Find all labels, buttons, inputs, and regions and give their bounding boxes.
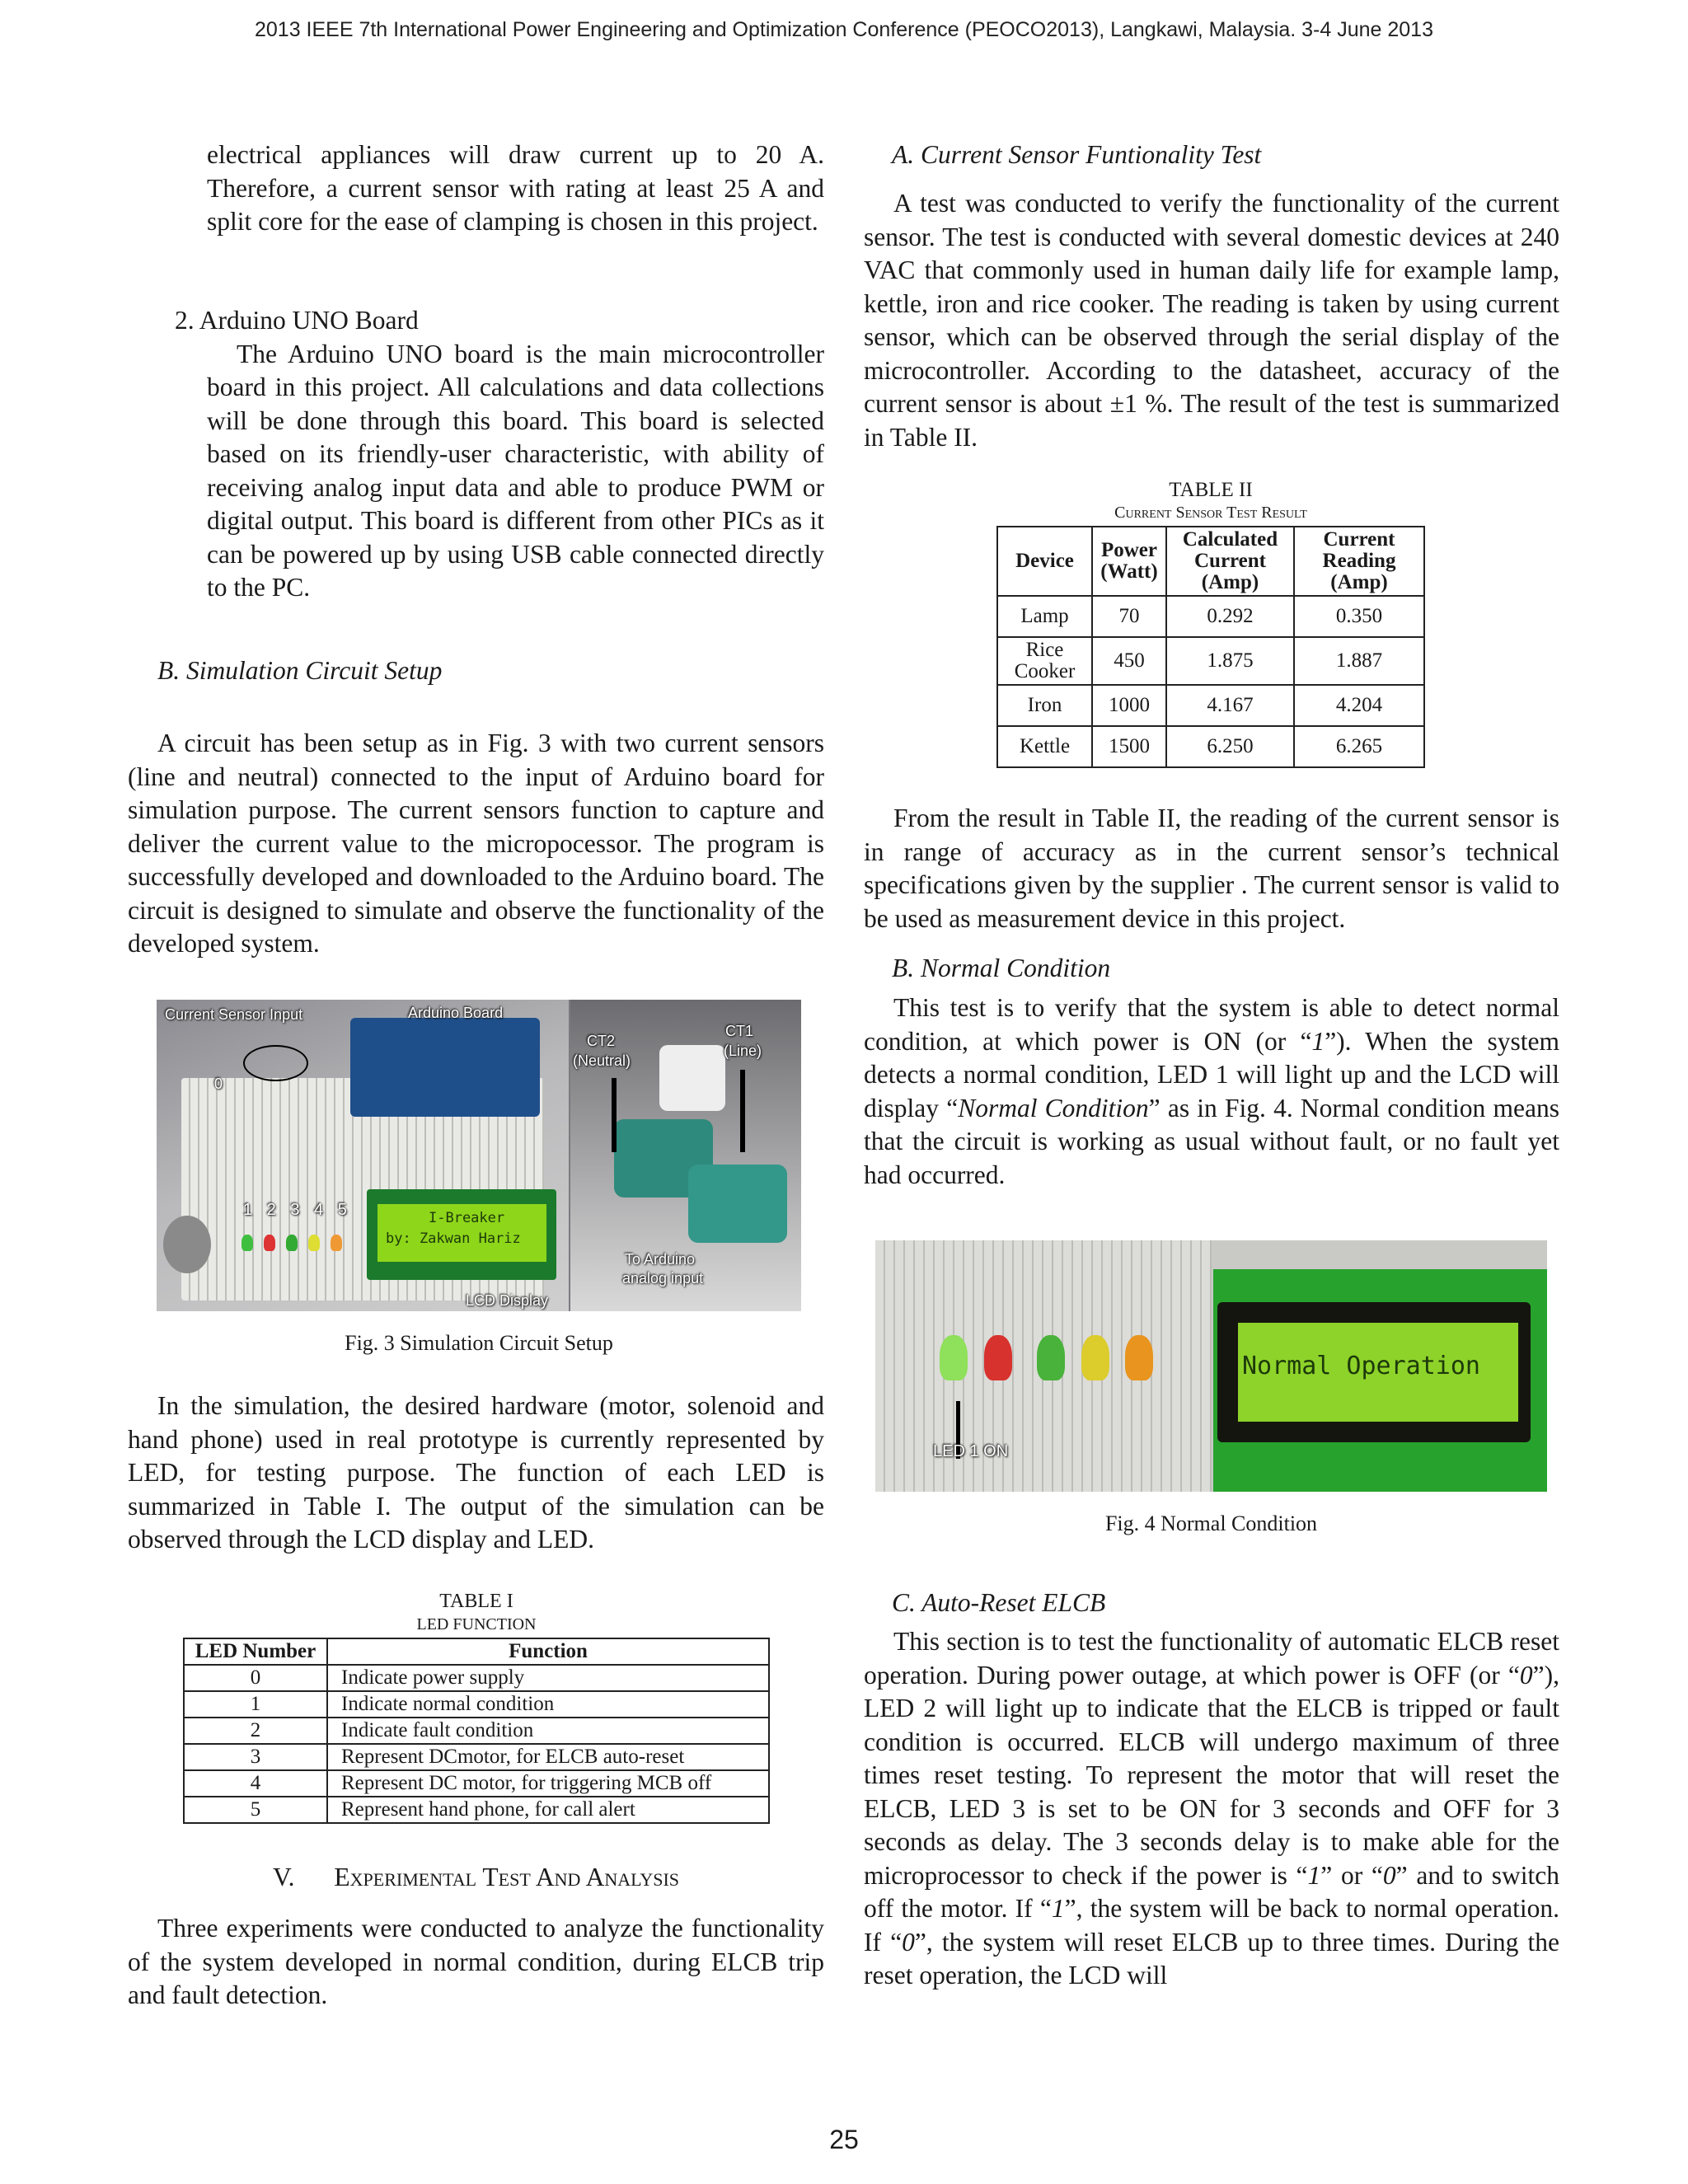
paragraph: From the result in Table II, the reading of the current sensor is in range of accuracy as in the current sensor’s technical specifications given by the supplier . The current sensor is valid to be used as measurement device in this project.: [864, 804, 1559, 933]
table-row: [184, 1744, 769, 1770]
page-number: 25: [829, 2125, 859, 2154]
table-cell: Rice Cooker: [997, 637, 1092, 685]
lcd-line-1: I-Breaker: [429, 1210, 505, 1226]
label-ct1: CT1: [725, 1023, 754, 1039]
experiments-paragraph: [128, 1912, 824, 2013]
table-header-cell: Calculated Current (Amp): [1166, 527, 1294, 596]
lcd-text: Normal Operation: [1242, 1352, 1480, 1380]
table2-subtitle: Current Sensor Test Result: [1114, 504, 1307, 522]
section-heading-c: C. Auto-Reset ELCB: [892, 1588, 1106, 1617]
list-item-title: 2. Arduino UNO Board: [175, 306, 419, 335]
table-row: [997, 596, 1424, 637]
label-zero: 0: [214, 1076, 223, 1092]
table-cell: Kettle: [997, 726, 1092, 767]
text: 1: [1311, 1026, 1325, 1056]
table2-title: TABLE II: [1169, 479, 1253, 501]
table-cell: 2: [184, 1718, 327, 1744]
section-heading-normal: B. Normal Condition: [892, 954, 1111, 982]
led-green: [1037, 1335, 1065, 1380]
label-line: (Line): [724, 1043, 762, 1059]
normal-condition-paragraph: [864, 991, 1559, 1192]
text: ”, the system will reset ELCB up to three times. During the reset operation, the LCD will: [864, 1927, 1560, 1990]
text: 1: [1307, 1860, 1321, 1890]
table-cell: Represent DC motor, for triggering MCB off: [327, 1770, 769, 1797]
paragraph: A test was conducted to verify the functionality of the current sensor. The test is conducted with several domestic devices at 240 VAC that commonly used in human daily life for example lamp, kettle, iron and rice cooker. The reading is taken by using current sensor, which can be observed through the serial display of the microcontroller. According to the datasheet, accuracy of the current sensor is about ±1 %. The result of the test is summarized in Table II.: [864, 189, 1559, 452]
sim-circuit-paragraph: [128, 727, 824, 961]
table-row: [997, 637, 1424, 685]
label-current-sensor-input: Current Sensor Input: [165, 1006, 303, 1023]
table-header-cell: Function: [327, 1638, 769, 1665]
text: 1: [1051, 1894, 1065, 1923]
paragraph: Three experiments were conducted to analyze the functionality of the system developed in normal condition, during ELCB trip and fault detection.: [128, 1914, 824, 2009]
conference-header: 2013 IEEE 7th International Power Engineering and Optimization Conference (PEOCO2013), Langkawi, Malaysia. 3-4 June 2013: [254, 18, 1433, 41]
table-cell: 5: [184, 1797, 327, 1823]
text: ” and to switch off the motor. If “: [864, 1860, 1559, 1923]
potentiometer: [163, 1216, 211, 1273]
text: ”). When the system detects a normal condition, LED 1 will light up and the LCD will display “: [864, 1026, 1559, 1122]
label-lcd-display: LCD Display: [466, 1292, 549, 1309]
section-number: V.: [272, 1863, 295, 1891]
label-led-numbers: 1 2 3 4 5: [243, 1201, 352, 1219]
simulation-paragraph: [128, 1390, 824, 1557]
section-heading-b: B. Simulation Circuit Setup: [157, 656, 443, 685]
label-analog-input: analog input: [622, 1270, 704, 1286]
auto-reset-paragraph: [864, 1625, 1559, 1993]
table-row: [997, 726, 1424, 767]
table-cell: 4.167: [1166, 685, 1294, 726]
label-led-1-on: LED 1 ON: [933, 1442, 1009, 1460]
table1: [183, 1638, 770, 1824]
current-sensor-paragraph: [864, 187, 1559, 454]
paragraph: The Arduino UNO board is the main microcontroller board in this project. All calculations and data collections will be done through this board. This board is selected based on its friendly-user characteristic, with ability of receiving analog input data and able to produce PWM or digital output. This board is different from other PICs as it can be powered up by using USB cable connected directly to the PC.: [207, 339, 824, 602]
label-neutral: (Neutral): [573, 1052, 631, 1069]
section-title: Experimental Test And Analysis: [334, 1863, 680, 1891]
arrow-ct1: [740, 1070, 745, 1152]
paragraph: electrical appliances will draw current up to 20 A. Therefore, a current sensor with rating at least 25 A and split core for the ease of clamping is chosen in this project.: [207, 140, 824, 236]
table-row: [184, 1770, 769, 1797]
text: This section is to test the functionality of automatic ELCB reset operation. During power outage, at which power is OFF (or “: [864, 1627, 1559, 1690]
table-cell: 1.875: [1166, 637, 1294, 685]
label-arduino-board: Arduino Board: [408, 1005, 504, 1021]
led-green-2: [286, 1235, 298, 1251]
table-cell: 3: [184, 1744, 327, 1770]
paragraph: In the simulation, the desired hardware (motor, solenoid and hand phone) used in real prototype is currently represented by LED, for testing purpose. The function of each LED is summarized in Table I. The output of the simulation can be observed through the LCD display and LED.: [128, 1391, 824, 1554]
table-row: [997, 685, 1424, 726]
label-to-arduino: To Arduino: [625, 1251, 696, 1268]
lcd-line-2: by: Zakwan Hariz: [386, 1230, 521, 1247]
text: This test is to verify that the system is able to detect normal condition, at which power is ON (or “: [864, 993, 1559, 1056]
table-cell: 1.887: [1294, 637, 1424, 685]
table-row: [184, 1665, 769, 1691]
table-cell: 0.350: [1294, 596, 1424, 637]
led-orange: [331, 1235, 342, 1251]
table-cell: 0.292: [1166, 596, 1294, 637]
text: ”, the system will be back to normal operation. If “: [864, 1894, 1559, 1957]
text: ”), LED 2 will light up to indicate that the ELCB is tripped or fault condition is occurred. ELCB will undergo maximum of three times reset testing. To represent the motor that will reset the ELCB, LED 3 is set to be ON for 3 seconds and OFF for 3 seconds as delay. The 3 seconds delay is to make able for the microprocessor to check if the power is “: [864, 1660, 1559, 1890]
text: ” or “: [1320, 1860, 1383, 1890]
led-yellow: [1081, 1335, 1109, 1380]
table-row: [184, 1718, 769, 1744]
table-cell: 4.204: [1294, 685, 1424, 726]
text: ” as in Fig. 4. Normal condition means that the circuit is working as usual without fault, or no fault yet had occurred.: [864, 1093, 1559, 1189]
arrow-ct2: [612, 1078, 617, 1152]
table-cell: 1: [184, 1691, 327, 1718]
fig4-image: [875, 1240, 1547, 1492]
table2: [996, 526, 1425, 768]
table-cell: 6.265: [1294, 726, 1424, 767]
paragraph: [864, 991, 1559, 1192]
table-header-row: [997, 527, 1424, 596]
current-sensor-input-circle: [243, 1045, 308, 1081]
paragraph: A circuit has been setup as in Fig. 3 with two current sensors (line and neutral) connected to the input of Arduino board for simulation purpose. The current sensors function to capture and deliver the current value to the micropocessor. The program is successfully developed and downloaded to the Arduino board. The circuit is designed to simulate and observe the functionality of the developed system.: [128, 729, 824, 958]
led-1-green: [940, 1335, 968, 1380]
table1-title: TABLE I: [439, 1591, 513, 1612]
led-red: [984, 1335, 1012, 1380]
paragraph: [864, 1625, 1559, 1993]
table-cell: 450: [1092, 637, 1166, 685]
ct-clamp-2: [688, 1165, 787, 1243]
left-column: [128, 138, 824, 239]
led-yellow: [308, 1235, 320, 1251]
fig4-caption: Fig. 4 Normal Condition: [1104, 1511, 1318, 1535]
table-cell: 1000: [1092, 685, 1166, 726]
label-ct2: CT2: [587, 1033, 616, 1049]
table-header-cell: Power (Watt): [1092, 527, 1166, 596]
text: Normal Condition: [958, 1093, 1149, 1122]
table-cell: Indicate fault condition: [327, 1718, 769, 1744]
led-orange: [1125, 1335, 1153, 1380]
text: 0: [1519, 1660, 1533, 1690]
result-paragraph: [864, 802, 1559, 935]
table-cell: Iron: [997, 685, 1092, 726]
table-header-row: [184, 1638, 769, 1665]
table-header-cell: Current Reading (Amp): [1294, 527, 1424, 596]
table-cell: 1500: [1092, 726, 1166, 767]
fig3-image: [157, 1000, 801, 1311]
table-cell: Indicate normal condition: [327, 1691, 769, 1718]
section-heading-a: A. Current Sensor Funtionality Test: [892, 140, 1262, 169]
led-red: [264, 1235, 275, 1251]
text: 0: [1382, 1860, 1396, 1890]
table-cell: Represent hand phone, for call alert: [327, 1797, 769, 1823]
table-cell: 0: [184, 1665, 327, 1691]
section-heading-v: [128, 1861, 824, 1895]
arduino-item: [175, 304, 824, 605]
table-cell: Indicate power supply: [327, 1665, 769, 1691]
fig3-caption: Fig. 3 Simulation Circuit Setup: [345, 1331, 613, 1355]
arduino-board: [350, 1018, 540, 1117]
terminal-block: [659, 1045, 725, 1111]
table-cell: 6.250: [1166, 726, 1294, 767]
table-header-cell: Device: [997, 527, 1092, 596]
table-row: [184, 1797, 769, 1823]
table-cell: 70: [1092, 596, 1166, 637]
table-cell: Represent DCmotor, for ELCB auto-reset: [327, 1744, 769, 1770]
table-header-cell: LED Number: [184, 1638, 327, 1665]
led-green: [241, 1235, 253, 1251]
table-row: [184, 1691, 769, 1718]
text: 0: [902, 1927, 915, 1957]
table1-subtitle: LED FUNCTION: [416, 1615, 537, 1633]
table-cell: Lamp: [997, 596, 1092, 637]
table-cell: 4: [184, 1770, 327, 1797]
